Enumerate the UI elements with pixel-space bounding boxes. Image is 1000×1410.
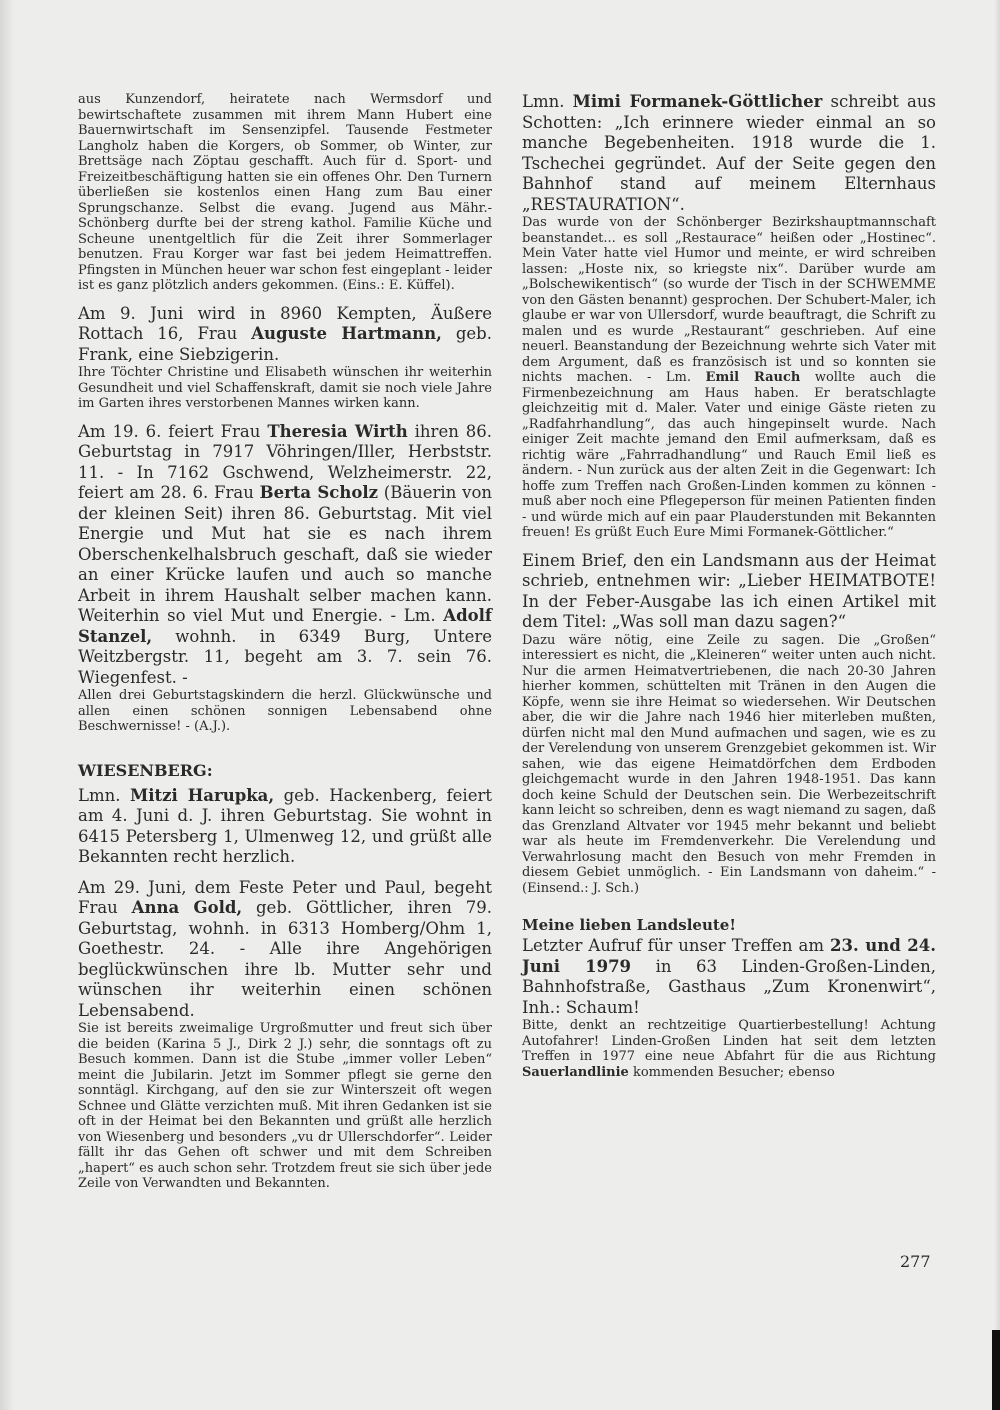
name-mimi-formanek: Mimi Formanek-Göttlicher <box>572 92 823 111</box>
harupka-birthday: Lmn. Mitzi Harupka, geb. Hackenberg, feiert am 4. Juni d. J. ihren Geburtstag. Sie wohnt in 6415 Petersberg 1, Ulmenweg 12, und grüßt alle Bekannten recht herzlich. <box>78 785 492 866</box>
gold-details: Sie ist bereits zweimalige Urgroßmutter und freut sich über die beiden (Karina 5 J., Dirk 2 J.) sehr, die sonntags oft zu Besuch kommen. Dann ist die Stube „immer voller Leben“ meint die Jubilarin. Jetzt im Sommer pflegt sie gerne den sonntägl. Kirchgang, auf den sie zur Winterszeit oft wegen Schnee und Glätte verzichten muß. Mit ihren Gedanken ist sie oft in der Heimat bei den Bekannten und grüßt alle herzlich von Wiesenberg und besonders „vu dr Ullerschdorfer“. Leider fällt ihr das Gehen oft schwer und mit dem Schreiben „hapert“ es auch schon sehr. Trotzdem freut sie sich über jede Zeile von Verwandten und Bekannten. <box>78 1021 492 1191</box>
travel-notes: Bitte, denkt an rechtzeitige Quartierbestellung! Achtung Autofahrer! Linden-Großen Linden hat seit dem letzten Treffen in 1977 eine neue Abfahrt für die aus Richtung Sauerlandlinie kommenden Besucher; ebenso <box>522 1018 936 1080</box>
section-heading-landsleute: Meine lieben Landsleute! <box>522 916 736 934</box>
scan-corner-mark <box>992 1330 1000 1410</box>
page-number: 277 <box>900 1252 931 1271</box>
hartmann-birthday: Am 9. Juni wird in 8960 Kempten, Äußere Rottach 16, Frau Auguste Hartmann, geb. Frank, eine Siebzigerin. <box>78 303 492 364</box>
meeting-date: 23. und 24. Juni 1979 <box>522 936 936 976</box>
name-berta-scholz: Berta Scholz <box>259 483 378 502</box>
formanek-letter-body: Das wurde von der Schönberger Bezirkshauptmannschaft beanstandet... es soll „Restaurace“ heißen oder „Hostinec“. Mein Vater hatte viel Humor und meinte, er wird schreiben lassen: „Hoste nix, so kriegste nix“. Darüber wurde am „Bolschewikentisch“ (so wurde der Tisch in der SCHWEMME von den Gästen benannt) gesprochen. Der Schubert-Maler, ich glaube er war von Ullersdorf, wurde beauftragt, die Schrift zu malen und es wurde „Restaurant“ geschrieben. Auf eine neuerl. Beanstandung der Bezeichnung wehrte sich Vater mit dem Argument, daß es französisch ist und so konnten sie nichts machen. - Lm. Emil Rauch wollte auch die Firmenbezeichnung am Haus haben. Er beratschlagte gleichzeitig mit d. Maler. Vater und einige Gäste rieten zu „Radfahrhandlung“, das auch hingepinselt wurde. Nach einiger Zeit machte jemand den Emil aufmerksam, daß es richtig wäre „Fahrradhandlung“ und Rauch Emil ließ es ändern. - Nun zurück aus der alten Zeit in die Gegenwart: Ich hoffe zum Treffen nach Großen-Linden kommen zu können - muß aber noch eine Pflegeperson für meinen Patienten finden - und würde mich auf ein paar Plauderstunden mit Bekannten freuen! Es grüßt Euch Eure Mimi Formanek-Göttlicher.“ <box>522 215 936 540</box>
name-anna-gold: Anna Gold, <box>131 898 243 917</box>
name-mitzi-harupka: Mitzi Harupka, <box>129 785 275 805</box>
name-emil-rauch: Emil Rauch <box>705 370 801 385</box>
right-column <box>522 92 936 1080</box>
landsmann-letter-intro: Einem Brief, den ein Landsmann aus der Heimat schrieb, entnehmen wir: „Lieber HEIMATBOTE! In der Feber-Ausgabe las ich einen Artikel mit dem Titel: „Was soll man dazu sagen?“ <box>522 550 936 631</box>
name-theresia-wirth: Theresia Wirth <box>267 421 408 441</box>
name-auguste-hartmann: Auguste Hartmann, <box>251 324 442 343</box>
formanek-letter-intro: Lmn. Mimi Formanek-Göttlicher schreibt aus Schotten: „Ich erinnere wieder einmal an so manche Begebenheiten. 1918 wurde die 1. Tschechei gegründet. Auf der Seite gegen den Bahnhof stand auf meinem Elternhaus „RESTAURATION“. <box>522 92 936 214</box>
wirth-scholz-stanzel-birthdays: Am 19. 6. feiert Frau Theresia Wirth ihren 86. Geburtstag in 7917 Vöhringen/Iller, Herbststr. 11. - In 7162 Gschwend, Welzheimerstr. 22, feiert am 28. 6. Frau Berta Scholz (Bäuerin von der kleinen Seit) ihren 86. Geburtstag. Mit viel Energie und Mut hat sie es nach ihrem Oberschenkelhalsbruch geschaft, daß sie wieder an einer Krücke laufen und auch so manche Arbeit in ihrem Haushalt selber machen kann. Weiterhin so viel Mut und Energie. - Lm. Adolf Stanzel, wohnh. in 6349 Burg, Untere Weitzbergstr. 11, begeht am 3. 7. sein 76. Wiegenfest. - <box>78 421 493 687</box>
hartmann-wishes: Ihre Töchter Christine und Elisabeth wünschen ihr weiterhin Gesundheit und viel Schaffenskraft, damit sie noch viele Jahre im Garten ihres verstorbenen Mannes wirken kann. <box>78 365 492 411</box>
page-shadow-right <box>994 0 1000 1410</box>
landsmann-letter-body: Dazu wäre nötig, eine Zeile zu sagen. Die „Großen“ interessiert es nicht, die „Kleineren“ weiter unten auch nicht. Nur die armen Heimatvertriebenen, die nach 20-30 Jahren hierher kommen, schüttelten mit Tränen in den Augen die Köpfe, wenn sie ihre Heimat so wiedersehen. Wir Deutschen aber, die wir die Jahre nach 1946 hier miterleben mußten, dürfen nicht mal den Mund aufmachen und sagen, wie es zu der Verelendung von unserem Grenzgebiet gekommen ist. Wir sahen, wie das eigene Heimatdörfchen dem Erdboden gleichgemacht wurde in den Jahren 1948-1951. Das kann doch keine Schuld der Deutschen sein. Die Werbezeitschrift kann leicht so schreiben, denn es wagt niemand zu sagen, daß das Grenzland Altvater vor 1945 mehr bekannt und beliebt war als heute im Fremdenverkehr. Die Verelendung und Verwahrlosung macht den Besuch von mehr Fremden in diesem Gebiet unmöglich. - Ein Landsmann von daheim.“ - (Einsend.: J. Sch.) <box>522 632 936 896</box>
section-heading-wiesenberg: WIESENBERG: <box>78 760 213 780</box>
name-adolf-stanzel: Adolf Stanzel, <box>78 606 492 646</box>
birthday-greetings: Allen drei Geburtstagskindern die herzl. Glückwünsche und allen einen schönen sonnigen Lebensabend ohne Beschwernisse! - (A.J.). <box>78 688 492 734</box>
meeting-announcement: Letzter Aufruf für unser Treffen am 23. und 24. Juni 1979 in 63 Linden-Großen-Linden, Bahnhofstraße, Gasthaus „Zum Kronenwirt“, Inh.: Schaum! <box>522 936 936 1017</box>
korger-obituary: aus Kunzendorf, heiratete nach Wermsdorf und bewirtschaftete zusammen mit ihrem Mann Hubert eine Bauernwirtschaft im Sensenzipfel. Tausende Festmeter Langholz haben die Korgers, ob Sommer, ob Winter, zur Brettsäge nach Zöptau geschafft. Auch für d. Sport- und Freizeitbeschäftigung hatten sie ein offenes Ohr. Den Turnern überließen sie kostenlos einen Hang zum Bau einer Sprungschanze. Selbst die evang. Jugend aus Mähr.-Schönberg durfte bei der streng kathol. Familie Küche und Scheune unentgeltlich für die Zeit ihrer Sommerlager benutzen. Frau Korger war fast bei jedem Heimattreffen. Pfingsten in München heuer war schon fest eingeplant - leider ist es ganz plötzlich anders gekommen. (Eins.: E. Küffel). <box>78 92 492 293</box>
gold-birthday: Am 29. Juni, dem Feste Peter und Paul, begeht Frau Anna Gold, geb. Göttlicher, ihren 79. Geburtstag, wohnh. in 6313 Homberg/Ohm 1, Goethestr. 24. - Alle ihre Angehörigen beglückwünschen ihre lb. Mutter sehr und wünschen ihr weiterhin einen schönen Lebensabend. <box>78 877 492 1020</box>
left-column <box>78 92 492 1192</box>
page-shadow-left <box>0 0 14 1410</box>
sauerlandlinie: Sauerlandlinie <box>522 1064 629 1080</box>
